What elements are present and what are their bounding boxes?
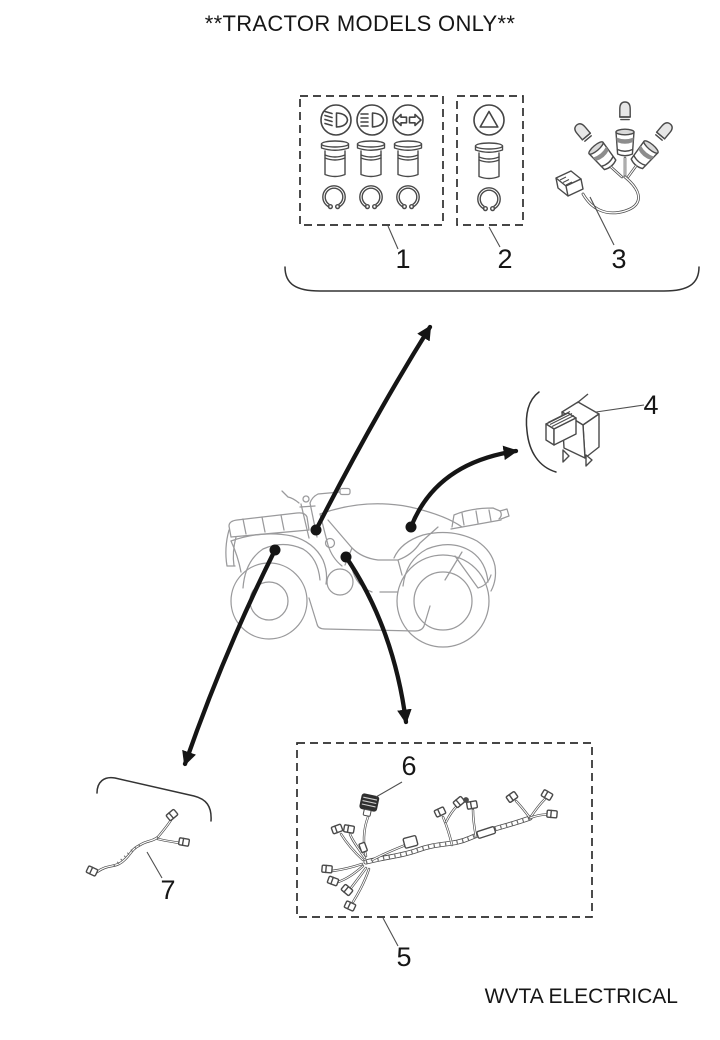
page-title: **TRACTOR MODELS ONLY** — [204, 11, 516, 36]
hazard-light-set-drawing — [474, 105, 504, 212]
part-2-dashed-box — [457, 96, 523, 225]
high-beam-indicator-icon — [357, 105, 387, 135]
turn-signal-indicator-icon — [393, 105, 423, 135]
arrow-to-part-5 — [346, 557, 406, 722]
callout-2: 2 — [497, 244, 513, 274]
callout-1: 1 — [395, 244, 411, 274]
callout-6: 6 — [401, 751, 417, 781]
hazard-warning-indicator-icon — [474, 105, 504, 135]
part-7-bracket — [97, 778, 211, 821]
low-beam-indicator-icon — [321, 105, 351, 135]
leader-line-6 — [376, 782, 402, 797]
arrow-to-part-4 — [411, 451, 516, 527]
part-7-wire-drawing — [86, 778, 211, 878]
callout-4: 4 — [643, 390, 659, 420]
leader-line-3 — [590, 197, 614, 245]
page-footer: WVTA ELECTRICAL — [484, 985, 678, 1008]
part-4-relay-drawing — [526, 392, 644, 472]
callout-3: 3 — [611, 244, 627, 274]
part-5-harness-drawing — [322, 782, 558, 946]
part-3-subharness-drawing — [556, 102, 677, 213]
callout-7: 7 — [160, 875, 176, 905]
indicator-light-set-drawing — [321, 105, 423, 210]
arrow-to-parts-1-3 — [316, 327, 430, 530]
arrow-to-part-7 — [185, 550, 275, 764]
part-3-connector — [556, 171, 583, 196]
callout-5: 5 — [396, 942, 412, 972]
